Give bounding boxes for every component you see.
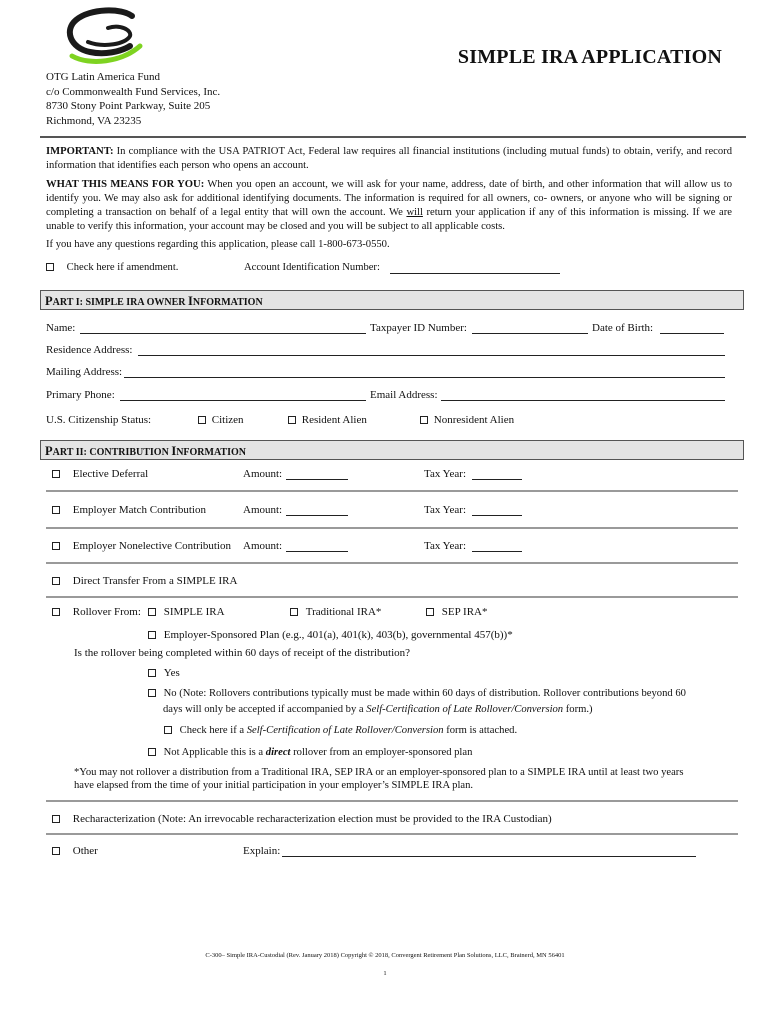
rollover-question: Is the rollover being completed within 60 days of receipt of the distribution? — [74, 647, 411, 659]
direct-transfer-checkbox[interactable] — [52, 577, 60, 585]
footer-text: C-300– Simple IRA-Custodial (Rev. January 2018) Copyright © 2018, Convergent Retirement Plan Solutions, LLC, Brainerd, MN 56401 — [205, 952, 565, 959]
recharacterization-label: Recharacterization (Note: An irrevocable recharacterization election must be provided to the IRA Custodian) — [72, 813, 552, 825]
employer-plan-checkbox[interactable] — [148, 631, 156, 639]
part2-title-b: ONTRIBUTION — [96, 447, 172, 458]
na-text-2: rollover from an employer-sponsored plan — [290, 747, 473, 758]
important-text: In compliance with the USA PATRIOT Act, Federal law requires all financial institutions (including mutual funds) to obtain, verify, and record information that identifies each person who opens an account. — [46, 146, 732, 171]
yes-label: Yes — [163, 667, 180, 679]
sep-ira-label: SEP IRA* — [441, 606, 488, 618]
page-number: 1 — [383, 970, 387, 977]
fund-address — [46, 70, 220, 128]
address-line: Richmond, VA 23235 — [46, 114, 142, 127]
divider — [46, 562, 738, 564]
nonelective-amount-label: Amount: — [243, 540, 283, 552]
simple-ira-label: SIMPLE IRA — [163, 606, 225, 618]
match-tax-year-label: Tax Year: — [424, 504, 467, 516]
mailing-field[interactable] — [124, 377, 725, 378]
what-label: WHAT THIS MEANS FOR YOU: — [46, 179, 205, 190]
citizenship-label: U.S. Citizenship Status: — [46, 414, 152, 426]
match-tax-year-field[interactable] — [472, 515, 522, 516]
elective-tax-year-label: Tax Year: — [424, 468, 467, 480]
amendment-checkbox[interactable] — [46, 263, 54, 271]
part2-title-d: NFORMATION — [176, 447, 246, 458]
explain-label: Explain: — [243, 845, 281, 857]
na-text-1: Not Applicable this is a — [163, 747, 266, 758]
amendment-label: Check here if amendment. — [66, 262, 179, 273]
self-cert-text-2: form is attached. — [443, 725, 518, 736]
traditional-ira-label: Traditional IRA* — [305, 606, 382, 618]
citizen-label: Citizen — [211, 414, 244, 426]
other-label: Other — [72, 845, 98, 857]
nonelective-tax-year-label: Tax Year: — [424, 540, 467, 552]
not-applicable-checkbox[interactable] — [148, 748, 156, 756]
resident-label: Resident Alien — [301, 414, 367, 426]
mailing-label: Mailing Address: — [46, 366, 123, 378]
important-notice — [46, 145, 732, 173]
no-text-2: days will only be accepted if accompanied by a — [163, 704, 367, 715]
divider — [46, 527, 738, 529]
nonelective-tax-year-field[interactable] — [472, 551, 522, 552]
name-field[interactable] — [80, 333, 366, 334]
part1-title-c: I — [187, 294, 193, 308]
dob-field[interactable] — [660, 333, 724, 334]
no-checkbox[interactable] — [148, 689, 156, 697]
not-applicable-option — [148, 747, 472, 758]
yes-option — [148, 667, 180, 679]
what-will: will — [406, 207, 423, 218]
email-field[interactable] — [441, 400, 725, 401]
rollover-footnote — [74, 766, 683, 792]
self-cert-checkbox[interactable] — [164, 726, 172, 734]
citizen-option — [198, 414, 244, 426]
match-amount-field[interactable] — [286, 515, 348, 516]
email-label: Email Address: — [370, 389, 438, 401]
self-cert-text-1: Check here if a — [179, 725, 247, 736]
residence-field[interactable] — [138, 355, 725, 356]
other-checkbox[interactable] — [52, 847, 60, 855]
part2-title-cap: P — [45, 444, 53, 458]
match-label: Employer Match Contribution — [72, 504, 206, 516]
what-this-means — [46, 178, 732, 234]
elective-label: Elective Deferral — [72, 468, 149, 480]
account-id-field[interactable] — [390, 273, 560, 274]
address-line: c/o Commonwealth Fund Services, Inc. — [46, 85, 221, 98]
divider — [46, 800, 738, 802]
part1-title-d: NFORMATION — [192, 297, 263, 308]
employer-plan-label: Employer-Sponsored Plan (e.g., 401(a), 401(k), 403(b), governmental 457(b))* — [163, 629, 513, 641]
direct-transfer-row — [52, 575, 237, 587]
address-line: 8730 Stony Point Parkway, Suite 205 — [46, 100, 211, 112]
part1-header — [40, 290, 744, 310]
what-text-1: When you open an account, we will ask for your name, address, date of birth, and other information that will allow us to identify you. We may also ask for additional identifying documents. The information is required for all owners, co- owners, or anyone who will be signing or completing a transaction on behalf of a legal entity that will own the account. We — [46, 179, 732, 218]
logo-swirl-icon — [60, 6, 150, 66]
nonelective-checkbox[interactable] — [52, 542, 60, 550]
phone-field[interactable] — [120, 400, 366, 401]
important-label: IMPORTANT: — [46, 146, 114, 157]
nonelective-label: Employer Nonelective Contribution — [72, 540, 231, 552]
amendment-row — [46, 262, 178, 273]
part1-title-b: WNER — [154, 297, 188, 308]
match-row — [52, 504, 206, 516]
self-cert-italic: Self-Certification of Late Rollover/Conversion — [246, 725, 444, 736]
simple-ira-checkbox[interactable] — [148, 608, 156, 616]
rollover-label: Rollover From: — [72, 606, 141, 618]
part1-title-a: ART I: SIMPLE IRA O — [52, 297, 155, 308]
page-title: SIMPLE IRA APPLICATION — [457, 46, 722, 68]
elective-tax-year-field[interactable] — [472, 479, 522, 480]
taxpayer-id-field[interactable] — [472, 333, 588, 334]
address-line: OTG Latin America Fund — [46, 71, 160, 83]
explain-field[interactable] — [282, 856, 696, 857]
nonresident-checkbox[interactable] — [420, 416, 428, 424]
rollover-checkbox[interactable] — [52, 608, 60, 616]
part1-title-cap: P — [45, 294, 53, 308]
employer-plan-option — [148, 629, 513, 641]
dob-label: Date of Birth: — [592, 322, 654, 334]
nonresident-option — [420, 414, 514, 426]
nonelective-row — [52, 540, 231, 552]
no-text-italic: Self-Certification of Late Rollover/Conversion — [366, 704, 564, 715]
divider — [46, 596, 738, 598]
footnote-line-2: have elapsed from the time of your initial participation in your employer’s SIMPLE IRA plan. — [74, 780, 474, 791]
what-text-2: return your application if any of this information is missing. If we are unable to verify this information, your account may be closed and you will be subject to all applicable costs. — [46, 207, 732, 232]
traditional-ira-option — [290, 606, 381, 618]
taxpayer-id-label: Taxpayer ID Number: — [370, 322, 467, 334]
part2-title-a: ART II: C — [52, 447, 97, 458]
resident-option — [288, 414, 367, 426]
self-cert-option — [164, 725, 517, 736]
na-direct: direct — [265, 747, 291, 758]
sep-ira-option — [426, 606, 488, 618]
traditional-ira-checkbox[interactable] — [290, 608, 298, 616]
divider — [46, 833, 738, 835]
footnote-line-1: *You may not rollover a distribution from a Traditional IRA, SEP IRA or an employer-sponsored plan to a SIMPLE IRA until at least two years — [74, 767, 684, 778]
citizen-checkbox[interactable] — [198, 416, 206, 424]
nonresident-label: Nonresident Alien — [433, 414, 515, 426]
no-text-3: form.) — [563, 704, 593, 715]
no-option — [148, 688, 686, 699]
elective-checkbox[interactable] — [52, 470, 60, 478]
rollover-row — [52, 606, 141, 618]
part2-title-c: I — [171, 444, 177, 458]
no-text-1: No (Note: Rollovers contributions typically must be made within 60 days of distribution. Rollover contributions beyond 60 — [163, 688, 686, 699]
sep-ira-checkbox[interactable] — [426, 608, 434, 616]
match-checkbox[interactable] — [52, 506, 60, 514]
company-logo — [60, 6, 150, 69]
no-text-line-2 — [163, 704, 593, 715]
recharacterization-row — [52, 813, 552, 825]
name-label: Name: — [46, 322, 76, 334]
match-amount-label: Amount: — [243, 504, 283, 516]
recharacterization-checkbox[interactable] — [52, 815, 60, 823]
direct-transfer-label: Direct Transfer From a SIMPLE IRA — [72, 575, 238, 587]
header-divider — [40, 136, 746, 138]
resident-checkbox[interactable] — [288, 416, 296, 424]
elective-row — [52, 468, 148, 480]
elective-amount-field[interactable] — [286, 479, 348, 480]
other-row — [52, 845, 98, 857]
elective-amount-label: Amount: — [243, 468, 283, 480]
yes-checkbox[interactable] — [148, 669, 156, 677]
nonelective-amount-field[interactable] — [286, 551, 348, 552]
account-id-label: Account Identification Number: — [244, 262, 380, 273]
residence-label: Residence Address: — [46, 344, 133, 356]
simple-ira-option — [148, 606, 225, 618]
divider — [46, 490, 738, 492]
phone-label: Primary Phone: — [46, 389, 115, 401]
questions-line: If you have any questions regarding this application, please call 1-800-673-0550. — [46, 239, 390, 250]
part2-header — [40, 440, 744, 460]
